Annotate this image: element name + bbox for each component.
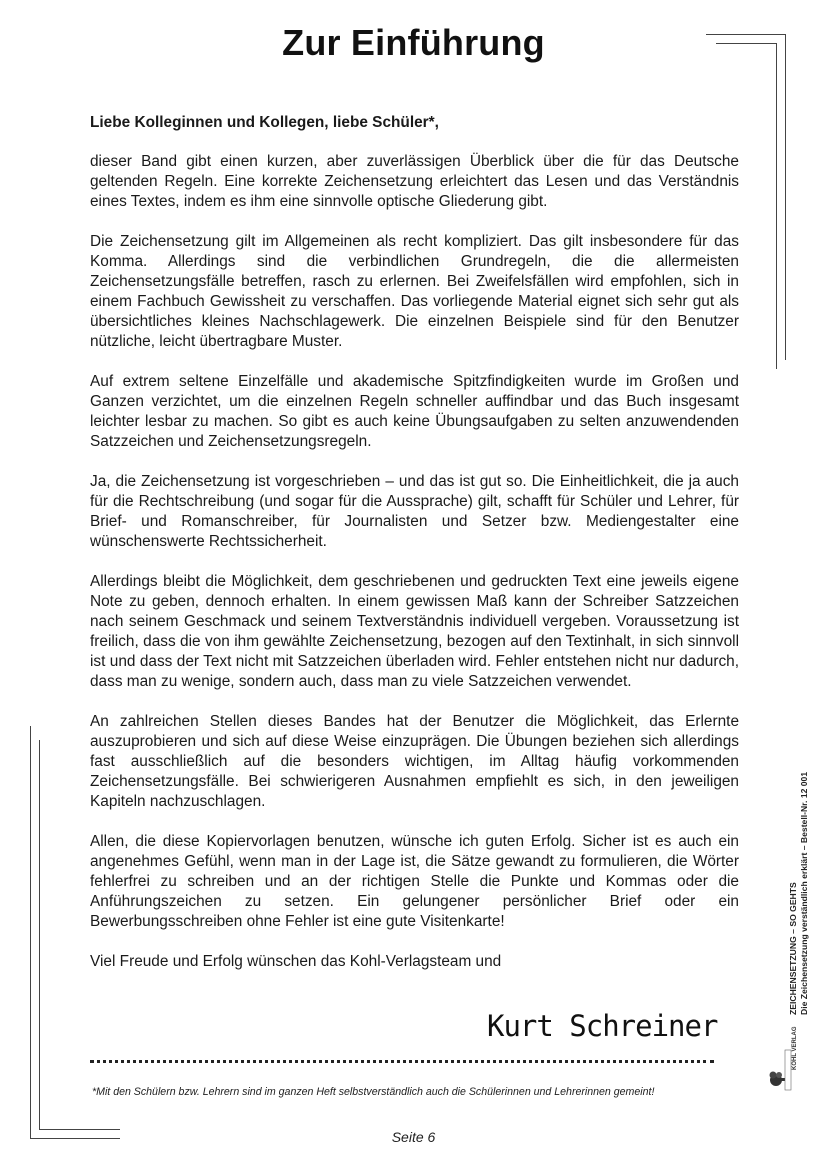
paragraph-6: An zahlreichen Stellen dieses Bandes hat der Benutzer die Möglichkeit, das Erlernte auszuprobieren und sich auf diese Weise einzuprägen. Die Übungen beziehen sich allerdings fast ausschließlich auf die besonders wichtigen, im Alltag häufig vorkommenden Zeichensetzungsfälle. Bei schwierigeren Ausnahmen empfiehlt es sich, in den jeweiligen Kapiteln nachzuschlagen. — [90, 713, 739, 810]
frame-line-left-inner — [39, 740, 40, 1130]
paragraph-5: Allerdings bleibt die Möglichkeit, dem geschriebenen und gedruckten Text eine jeweils eigene Note zu geben, dennoch erhalten. In einem gewissen Maß kann der Schreiber Satzzeichen nach seinem Geschmack und seinem Textverständnis individuell vergeben. Voraussetzung ist freilich, dass die von ihm gewählte Zeichensetzung, bezogen auf den Textinhalt, in sich sinnvoll ist und dass der Text nicht mit Satzzeichen überladen wird. Fehler entstehen nicht nur dadurch, dass man zu wenige, sondern auch, dass man zu viele Satzzeichen verwendet. — [90, 573, 739, 690]
dotted-separator — [90, 1060, 714, 1067]
signature: Kurt Schreiner — [487, 1009, 718, 1043]
paragraph-4: Ja, die Zeichensetzung ist vorgeschrieben – und das ist gut so. Die Einheitlichkeit, die ja auch für die Rechtschreibung (und sogar für die Aussprache) gilt, schafft für Schüler und Lehrer, für Brief- und Romanschreiber, für Journalisten und Setzer bzw. Mediengestalter eine wünschenswerte Rechtssicherheit. — [90, 473, 739, 550]
frame-line-right-outer — [785, 34, 786, 360]
paragraph-3: Auf extrem seltene Einzelfälle und akademische Spitzfindigkeiten wurde im Großen und Ganzen verzichtet, um die einzelnen Regeln schneller auffindbar und das Buch insgesamt leichter lesbar zu machen. So gibt es auch keine Übungsaufgaben zu selten anzuwendenden Satzzeichen und Zeichensetzungsregeln. — [90, 373, 739, 450]
frame-line-left-outer — [30, 726, 31, 1139]
publisher-logo-icon — [767, 1030, 793, 1092]
sidebar-publication-info — [788, 772, 810, 1015]
frame-line-right-inner — [776, 43, 777, 369]
paragraph-1: dieser Band gibt einen kurzen, aber zuverlässigen Überblick über die für das Deutsche geltenden Regeln. Eine korrekte Zeichensetzung erleichtert das Lesen und das Verständnis eines Textes, indem es ihm eine sinnvolle optische Gliederung gibt. — [90, 153, 739, 210]
page-title: Zur Einführung — [282, 22, 545, 63]
footnote: *Mit den Schülern bzw. Lehrern sind im ganzen Heft selbstverständlich auch die Schülerinnen und Lehrerinnen gemeint! — [92, 1086, 655, 1098]
closing-line: Viel Freude und Erfolg wünschen das Kohl-Verlagsteam und — [90, 953, 502, 970]
publisher-logo-text: KOHL VERLAG — [792, 1026, 798, 1070]
paragraph-2: Die Zeichensetzung gilt im Allgemeinen als recht kompliziert. Das gilt insbesondere für das Komma. Allerdings sind die verbindlichen Grundregeln, die die allermeisten Zeichensetzungsfälle betreffen, rasch zu erlernen. Bei Zweifelsfällen wird empfohlen, sich in einem Fachbuch Gewissheit zu verschaffen. Das vorliegende Material eignet sich sehr gut als übersichtliches kleines Nachschlagewerk. Die einzelnen Beispiele sind für den Benutzer nützliche, leicht übertragbare Muster. — [90, 233, 739, 350]
sidebar-series-title: ZEICHENSETZUNG – SO GEHTS — [788, 882, 798, 1015]
letter-body — [90, 113, 739, 972]
page-number: Seite 6 — [391, 1129, 436, 1145]
sidebar-subtitle: Die Zeichensetzung verständlich erklärt – Bestell-Nr. 12 001 — [799, 771, 809, 1015]
paragraph-7: Allen, die diese Kopiervorlagen benutzen, wünsche ich guten Erfolg. Sicher ist es auch ein angenehmes Gefühl, wenn man in der Lage ist, die Sätze gewandt zu formulieren, die Wörter fehlerfrei zu schreiben und an der richtigen Stelle die Punkte und Kommas oder die Anführungszeichen zu setzen. Ein gelungener persönlicher Brief oder ein Bewerbungsschreiben ohne Fehler ist eine gute Visitenkarte! — [90, 833, 739, 930]
greeting: Liebe Kolleginnen und Kollegen, liebe Schüler*, — [90, 114, 439, 131]
